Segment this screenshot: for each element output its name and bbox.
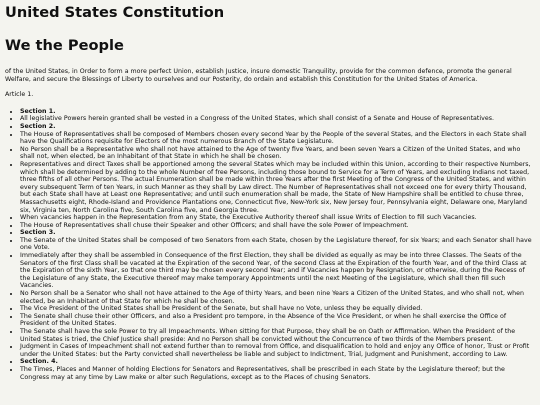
section-heading: • Section 1. — [20, 108, 534, 116]
section-heading: • Section 2. — [20, 123, 534, 131]
clause-item: • The Times, Places and Manner of holding Elections for Senators and Representatives, shall be prescribed in each State by the Legislature thereof; but the Congress may at any time by Law make or alter such Regulations, except as to the Places of chusing Senators. — [20, 366, 534, 381]
clause-item: • The Senate shall have the sole Power to try all Impeachments. When sitting for that Purpose, they shall be on Oath or Affirmation. When the President of the United States is tried, the Chief Justice shall preside: And no Person shall be convicted without the Concurrence of two thirds of the Members present. — [20, 328, 534, 343]
clause-item: • Judgment in Cases of Impeachment shall not extend further than to removal from Office, and disqualification to hold and enjoy any Office of honor, Trust or Profit under the United States: but the Party convicted shall nevertheless be liable and subject to Indictment, Trial, Judgment and Punishment, according to Law. — [20, 343, 534, 358]
clause-item: • The House of Representatives shall be composed of Members chosen every second Year by the People of the several States, and the Electors in each State shall have the Qualifications requisite for Electors of the most numerous Branch of the State Legislature. — [20, 131, 534, 146]
clause-item: • Representatives and direct Taxes shall be apportioned among the several States which may be included within this Union, according to their respective Numbers, which shall be determined by adding to the whole Number of free Persons, including those bound to Service for a Term of Years, and excluding Indians not taxed, three fifths of all other Persons. The actual Enumeration shall be made within three Years after the first Meeting of the Congress of the United States, and within every subsequent Term of ten Years, in such Manner as they shall by Law direct. The Number of Representatives shall not exceed one for every thirty Thousand, but each State shall have at Least one Representative; and until such enumeration shall be made, the State of New Hampshire shall be entitled to chuse three, Massachusetts eight, Rhode-Island and Providence Plantations one, Connecticut five, New-York six, New Jersey four, Pennsylvania eight, Delaware one, Maryland six, Virginia ten, North Carolina five, South Carolina five, and Georgia three. — [20, 161, 534, 214]
section-heading: • Section. 4. — [20, 358, 534, 366]
article-heading: Article 1. — [5, 91, 34, 99]
page-subtitle: We the People — [5, 37, 124, 54]
clause-item: • Immediately after they shall be assembled in Consequence of the first Election, they shall be divided as equally as may be into three Classes. The Seats of the Senators of the first Class shall be vacated at the Expiration of the second Year, of the second Class at the Expiration of the fourth Year, and of the third Class at the Expiration of the sixth Year, so that one third may be chosen every second Year; and if Vacancies happen by Resignation, or otherwise, during the Recess of the Legislature of any State, the Executive thereof may make temporary Appointments until the next Meeting of the Legislature, which shall then fill such Vacancies. — [20, 252, 534, 290]
clause-item: • No Person shall be a Representative who shall not have attained to the Age of twenty five Years, and been seven Years a Citizen of the United States, and who shall not, when elected, be an Inhabitant of that State in which he shall be chosen. — [20, 146, 534, 161]
clause-item: • When vacancies happen in the Representation from any State, the Executive Authority thereof shall issue Writs of Election to fill such Vacancies. — [20, 214, 534, 222]
clause-item: • The House of Representatives shall chuse their Speaker and other Officers; and shall have the sole Power of Impeachment. — [20, 222, 534, 230]
clause-item: • The Senate shall chuse their other Officers, and also a President pro tempore, in the Absence of the Vice President, or when he shall exercise the Office of President of the United States. — [20, 313, 534, 328]
clause-item: • The Vice President of the United States shall be President of the Senate, but shall have no Vote, unless they be equally divided. — [20, 305, 534, 313]
preamble-paragraph: of the United States, in Order to form a more perfect Union, establish Justice, insure domestic Tranquility, provide for the common defence, promote the general Welfare, and secure the Blessings of Liberty to ourselves and our Posterity, do ordain and establish this Constitution for the United States of America. — [5, 68, 512, 83]
clause-item: • No Person shall be a Senator who shall not have attained to the Age of thirty Years, and been nine Years a Citizen of the United States, and who shall not, when elected, be an Inhabitant of that State for which he shall be chosen. — [20, 290, 534, 305]
article-items-list — [5, 108, 534, 381]
page-title: United States Constitution — [5, 4, 225, 21]
clause-item: • All legislative Powers herein granted shall be vested in a Congress of the United States, which shall consist of a Senate and House of Representatives. — [20, 115, 534, 123]
clause-item: • The Senate of the United States shall be composed of two Senators from each State, chosen by the Legislature thereof, for six Years; and each Senator shall have one Vote. — [20, 237, 534, 252]
section-heading: • Section 3. — [20, 229, 534, 237]
